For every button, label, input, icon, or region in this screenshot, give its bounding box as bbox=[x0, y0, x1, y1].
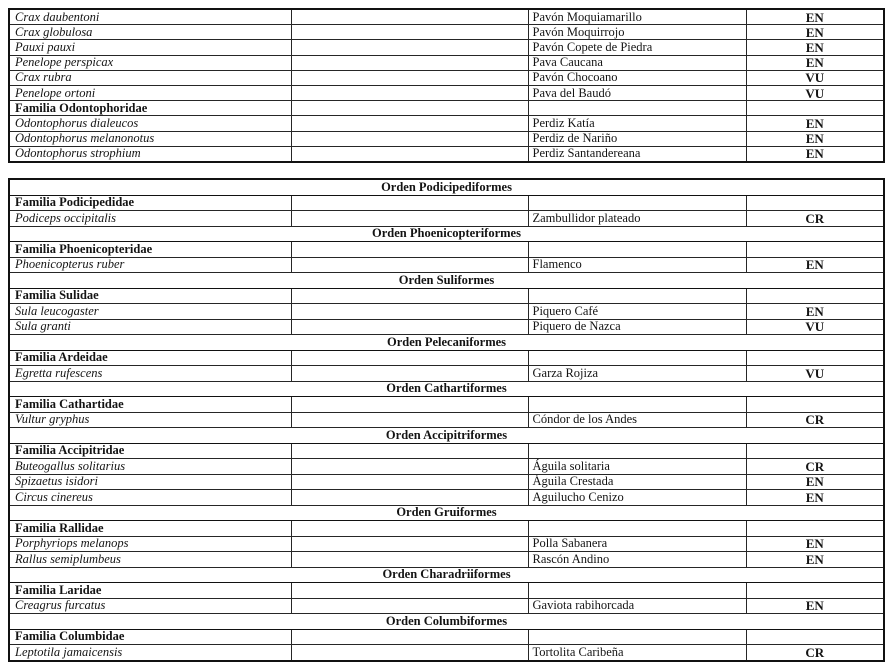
empty-cell bbox=[291, 350, 528, 366]
scientific-name: Leptotila jamaicensis bbox=[9, 645, 291, 661]
threat-status: VU bbox=[746, 70, 884, 85]
empty-cell bbox=[528, 195, 746, 211]
scientific-name: Crax rubra bbox=[9, 70, 291, 85]
empty-cell bbox=[291, 9, 528, 25]
species-row bbox=[9, 211, 884, 227]
common-name: Pavón Chocoano bbox=[528, 70, 746, 85]
empty-cell bbox=[528, 583, 746, 599]
empty-cell bbox=[528, 101, 746, 116]
species-row bbox=[9, 25, 884, 40]
empty-cell bbox=[291, 25, 528, 40]
scientific-name: Sula leucogaster bbox=[9, 304, 291, 320]
species-row bbox=[9, 645, 884, 661]
order-header-row bbox=[9, 428, 884, 444]
scientific-name: Egretta rufescens bbox=[9, 366, 291, 382]
species-table-orders bbox=[8, 178, 885, 662]
empty-cell bbox=[746, 195, 884, 211]
scientific-name: Phoenicopterus ruber bbox=[9, 257, 291, 273]
species-row bbox=[9, 490, 884, 506]
species-row bbox=[9, 85, 884, 100]
empty-cell bbox=[291, 536, 528, 552]
empty-cell bbox=[528, 350, 746, 366]
order-header-row bbox=[9, 505, 884, 521]
empty-cell bbox=[528, 397, 746, 413]
family-row bbox=[9, 443, 884, 459]
threat-status: EN bbox=[746, 131, 884, 146]
threat-status: EN bbox=[746, 257, 884, 273]
empty-cell bbox=[528, 242, 746, 258]
empty-cell bbox=[291, 490, 528, 506]
order-header-row bbox=[9, 226, 884, 242]
scientific-name: Spizaetus isidori bbox=[9, 474, 291, 490]
empty-cell bbox=[746, 629, 884, 645]
family-row bbox=[9, 583, 884, 599]
species-row bbox=[9, 257, 884, 273]
empty-cell bbox=[746, 521, 884, 537]
order-header-row bbox=[9, 179, 884, 195]
order-name: Orden Podicipediformes bbox=[9, 179, 884, 195]
family-name: Familia Ardeidae bbox=[9, 350, 291, 366]
empty-cell bbox=[291, 146, 528, 162]
scientific-name: Circus cinereus bbox=[9, 490, 291, 506]
empty-cell bbox=[528, 288, 746, 304]
family-row bbox=[9, 288, 884, 304]
table-body bbox=[9, 9, 884, 162]
empty-cell bbox=[746, 350, 884, 366]
family-name: Familia Sulidae bbox=[9, 288, 291, 304]
order-header-row bbox=[9, 381, 884, 397]
common-name: Garza Rojiza bbox=[528, 366, 746, 382]
empty-cell bbox=[528, 521, 746, 537]
common-name: Tortolita Caribeña bbox=[528, 645, 746, 661]
order-name: Orden Cathartiformes bbox=[9, 381, 884, 397]
scientific-name: Vultur gryphus bbox=[9, 412, 291, 428]
species-row bbox=[9, 40, 884, 55]
species-row bbox=[9, 55, 884, 70]
threat-status: EN bbox=[746, 598, 884, 614]
species-row bbox=[9, 474, 884, 490]
empty-cell bbox=[291, 70, 528, 85]
threat-status: CR bbox=[746, 459, 884, 475]
species-row bbox=[9, 70, 884, 85]
empty-cell bbox=[291, 629, 528, 645]
table-body bbox=[9, 179, 884, 661]
empty-cell bbox=[291, 131, 528, 146]
empty-cell bbox=[291, 598, 528, 614]
scientific-name: Podiceps occipitalis bbox=[9, 211, 291, 227]
family-row bbox=[9, 195, 884, 211]
empty-cell bbox=[291, 366, 528, 382]
common-name: Piquero Café bbox=[528, 304, 746, 320]
empty-cell bbox=[291, 101, 528, 116]
order-name: Orden Phoenicopteriformes bbox=[9, 226, 884, 242]
common-name: Águila Crestada bbox=[528, 474, 746, 490]
common-name: Perdiz Katía bbox=[528, 116, 746, 131]
threat-status: EN bbox=[746, 490, 884, 506]
common-name: Flamenco bbox=[528, 257, 746, 273]
order-name: Orden Pelecaniformes bbox=[9, 335, 884, 351]
scientific-name: Penelope ortoni bbox=[9, 85, 291, 100]
scientific-name: Penelope perspicax bbox=[9, 55, 291, 70]
species-row bbox=[9, 412, 884, 428]
family-name: Familia Accipitridae bbox=[9, 443, 291, 459]
empty-cell bbox=[291, 474, 528, 490]
empty-cell bbox=[291, 521, 528, 537]
family-row bbox=[9, 242, 884, 258]
scientific-name: Buteogallus solitarius bbox=[9, 459, 291, 475]
empty-cell bbox=[528, 629, 746, 645]
empty-cell bbox=[291, 583, 528, 599]
common-name: Pavón Moquirrojo bbox=[528, 25, 746, 40]
empty-cell bbox=[291, 116, 528, 131]
family-name: Familia Cathartidae bbox=[9, 397, 291, 413]
empty-cell bbox=[291, 459, 528, 475]
threat-status: CR bbox=[746, 412, 884, 428]
species-row bbox=[9, 366, 884, 382]
species-row bbox=[9, 552, 884, 568]
species-row bbox=[9, 9, 884, 25]
empty-cell bbox=[291, 242, 528, 258]
species-row bbox=[9, 116, 884, 131]
common-name: Perdiz de Nariño bbox=[528, 131, 746, 146]
scientific-name: Rallus semiplumbeus bbox=[9, 552, 291, 568]
empty-cell bbox=[746, 397, 884, 413]
scientific-name: Sula granti bbox=[9, 319, 291, 335]
order-name: Orden Charadriiformes bbox=[9, 567, 884, 583]
empty-cell bbox=[291, 257, 528, 273]
species-row bbox=[9, 131, 884, 146]
common-name: Gaviota rabihorcada bbox=[528, 598, 746, 614]
empty-cell bbox=[746, 101, 884, 116]
common-name: Pava Caucana bbox=[528, 55, 746, 70]
empty-cell bbox=[746, 288, 884, 304]
scientific-name: Odontophorus strophium bbox=[9, 146, 291, 162]
scientific-name: Crax globulosa bbox=[9, 25, 291, 40]
threat-status: VU bbox=[746, 319, 884, 335]
family-name: Familia Odontophoridae bbox=[9, 101, 291, 116]
family-row bbox=[9, 101, 884, 116]
scientific-name: Pauxi pauxi bbox=[9, 40, 291, 55]
family-row bbox=[9, 521, 884, 537]
threat-status: EN bbox=[746, 474, 884, 490]
scientific-name: Creagrus furcatus bbox=[9, 598, 291, 614]
threat-status: EN bbox=[746, 304, 884, 320]
common-name: Águila solitaria bbox=[528, 459, 746, 475]
order-name: Orden Gruiformes bbox=[9, 505, 884, 521]
common-name: Cóndor de los Andes bbox=[528, 412, 746, 428]
species-row bbox=[9, 536, 884, 552]
threat-status: EN bbox=[746, 9, 884, 25]
family-name: Familia Columbidae bbox=[9, 629, 291, 645]
empty-cell bbox=[528, 443, 746, 459]
order-name: Orden Accipitriformes bbox=[9, 428, 884, 444]
common-name: Pava del Baudó bbox=[528, 85, 746, 100]
empty-cell bbox=[291, 288, 528, 304]
common-name: Zambullidor plateado bbox=[528, 211, 746, 227]
common-name: Aguilucho Cenizo bbox=[528, 490, 746, 506]
empty-cell bbox=[746, 242, 884, 258]
scientific-name: Crax daubentoni bbox=[9, 9, 291, 25]
threat-status: EN bbox=[746, 40, 884, 55]
scientific-name: Porphyriops melanops bbox=[9, 536, 291, 552]
species-table-galliformes bbox=[8, 8, 885, 163]
common-name: Rascón Andino bbox=[528, 552, 746, 568]
order-header-row bbox=[9, 614, 884, 630]
common-name: Polla Sabanera bbox=[528, 536, 746, 552]
empty-cell bbox=[291, 552, 528, 568]
empty-cell bbox=[291, 645, 528, 661]
scientific-name: Odontophorus melanonotus bbox=[9, 131, 291, 146]
species-row bbox=[9, 304, 884, 320]
threat-status: EN bbox=[746, 552, 884, 568]
threat-status: EN bbox=[746, 536, 884, 552]
empty-cell bbox=[291, 40, 528, 55]
threat-status: VU bbox=[746, 85, 884, 100]
threat-status: CR bbox=[746, 645, 884, 661]
family-row bbox=[9, 350, 884, 366]
common-name: Pavón Copete de Piedra bbox=[528, 40, 746, 55]
order-name: Orden Suliformes bbox=[9, 273, 884, 289]
family-row bbox=[9, 629, 884, 645]
species-row bbox=[9, 598, 884, 614]
common-name: Pavón Moquiamarillo bbox=[528, 9, 746, 25]
order-name: Orden Columbiformes bbox=[9, 614, 884, 630]
species-row bbox=[9, 319, 884, 335]
family-row bbox=[9, 397, 884, 413]
empty-cell bbox=[291, 397, 528, 413]
empty-cell bbox=[291, 85, 528, 100]
order-header-row bbox=[9, 273, 884, 289]
threat-status: EN bbox=[746, 116, 884, 131]
empty-cell bbox=[291, 55, 528, 70]
empty-cell bbox=[746, 443, 884, 459]
species-row bbox=[9, 459, 884, 475]
common-name: Piquero de Nazca bbox=[528, 319, 746, 335]
species-row bbox=[9, 146, 884, 162]
empty-cell bbox=[291, 319, 528, 335]
family-name: Familia Phoenicopteridae bbox=[9, 242, 291, 258]
order-header-row bbox=[9, 567, 884, 583]
family-name: Familia Rallidae bbox=[9, 521, 291, 537]
order-header-row bbox=[9, 335, 884, 351]
threat-status: EN bbox=[746, 55, 884, 70]
family-name: Familia Podicipedidae bbox=[9, 195, 291, 211]
empty-cell bbox=[746, 583, 884, 599]
empty-cell bbox=[291, 304, 528, 320]
empty-cell bbox=[291, 443, 528, 459]
threat-status: CR bbox=[746, 211, 884, 227]
empty-cell bbox=[291, 195, 528, 211]
empty-cell bbox=[291, 412, 528, 428]
threat-status: EN bbox=[746, 25, 884, 40]
threat-status: EN bbox=[746, 146, 884, 162]
family-name: Familia Laridae bbox=[9, 583, 291, 599]
common-name: Perdiz Santandereana bbox=[528, 146, 746, 162]
scientific-name: Odontophorus dialeucos bbox=[9, 116, 291, 131]
empty-cell bbox=[291, 211, 528, 227]
threat-status: VU bbox=[746, 366, 884, 382]
